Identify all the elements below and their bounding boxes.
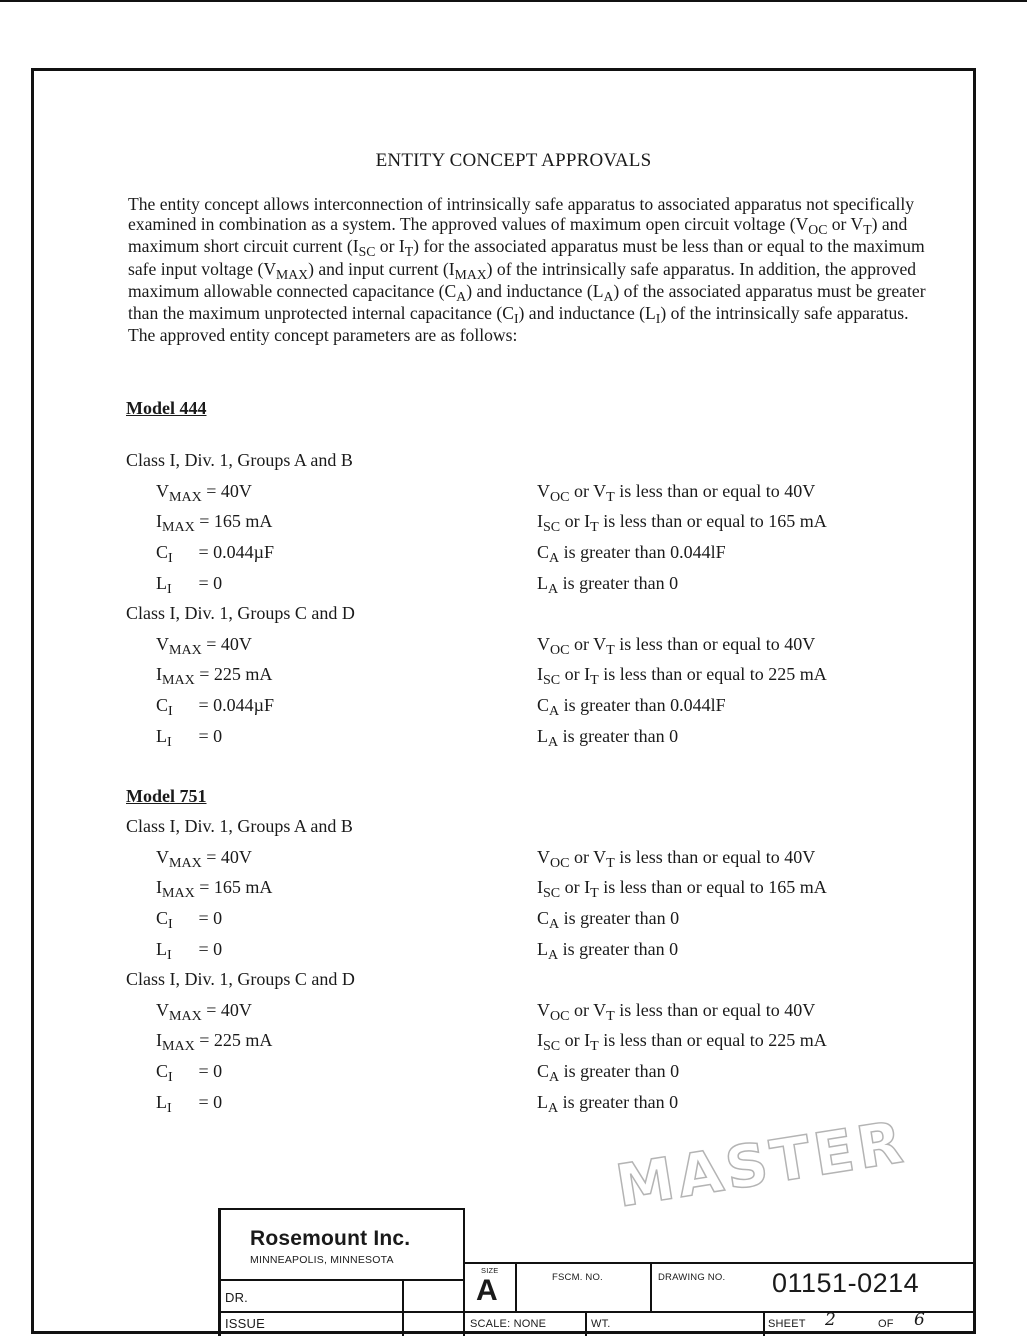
parameter-amount: = 40V [201,480,252,501]
parameter-value [156,480,252,505]
parameter-value [156,633,252,658]
company-city: MINNEAPOLIS, MINNESOTA [250,1254,394,1266]
parameter-value [156,511,273,536]
parameter-value [156,542,275,567]
parameter-value [156,725,223,750]
page-title: ENTITY CONCEPT APPROVALS [375,150,652,171]
parameter-amount: = 0.044µF [194,542,275,563]
drawing-number: 01151-0214 [772,1268,920,1298]
parameter-amount: = 165 mA [194,877,273,898]
drawing-no-label: DRAWING NO. [658,1272,726,1283]
parameter-requirement: $L_A$ is greater than 0 [537,572,679,597]
parameter-value [156,695,275,720]
parameter-value [156,877,273,902]
of-label: OF [878,1318,894,1330]
size-value: A [476,1274,498,1307]
parameter-symbol: $V_{MAX}$ [156,999,202,1024]
parameter-requirement: $V_{OC}$ or $V_T$ is less than or equal to 40V [537,846,816,871]
parameter-value [156,908,223,933]
sheet-total: 6 [914,1310,925,1330]
parameter-value [156,1091,223,1116]
parameter-amount: = 225 mA [194,664,273,685]
parameter-symbol: $L_I$ [156,725,172,750]
weight-label: WT. [591,1318,611,1330]
parameter-symbol: $C_I$ [156,542,173,567]
parameter-amount: = 40V [201,846,252,867]
parameter-value [156,664,273,689]
parameter-amount: = 0 [194,572,223,593]
parameter-requirement: $I_{SC}$ or $I_T$ is less than or equal to 225 mA [537,1030,827,1055]
class-division-heading: Class I, Div. 1, Groups C and D [126,603,355,623]
sheet-label: SHEET [768,1318,806,1330]
parameter-amount: = 0 [194,938,223,959]
parameter-symbol: $I_{MAX}$ [156,877,195,902]
company-name: Rosemount Inc. [250,1227,411,1250]
parameter-symbol: $V_{MAX}$ [156,846,202,871]
parameter-amount: = 40V [201,633,252,654]
fscm-label: FSCM. NO. [552,1272,603,1283]
parameter-symbol: $I_{MAX}$ [156,664,195,689]
class-division-heading: Class I, Div. 1, Groups A and B [126,450,353,470]
top-rule [0,0,1027,2]
model-title: Model 751 [126,786,207,806]
parameter-amount: = 0 [194,908,223,929]
scale-label: SCALE: NONE [470,1318,547,1330]
parameter-symbol: $I_{MAX}$ [156,1030,195,1055]
size-label: SIZE [481,1266,499,1275]
master-stamp: MASTER [611,1107,911,1221]
parameter-requirement: $L_A$ is greater than 0 [537,938,679,963]
sheet-number: 2 [825,1310,836,1330]
dr-label: DR. [225,1290,248,1305]
parameter-requirement: $I_{SC}$ or $I_T$ is less than or equal to 165 mA [537,511,827,536]
issue-label: ISSUE [225,1316,266,1331]
parameter-requirement: $I_{SC}$ or $I_T$ is less than or equal to 165 mA [537,877,827,902]
parameter-amount: = 225 mA [194,1030,273,1051]
parameter-value [156,1061,223,1086]
parameter-symbol: $C_I$ [156,908,173,933]
class-division-heading: Class I, Div. 1, Groups A and B [126,816,353,836]
parameter-requirement: $V_{OC}$ or $V_T$ is less than or equal to 40V [537,633,816,658]
parameter-symbol: $C_I$ [156,695,173,720]
parameter-amount: = 0.044µF [194,695,275,716]
intro-paragraph: The entity concept allows interconnection of intrinsically safe apparatus to associated apparatus not specifically examined in combination as a system. The approved values of maximum open circuit voltage ($V_{OC}$ or $V_T$) and maximum short circuit current ($I_{SC}$ or $I_T$) for the associated apparatus must be less than or equal to the maximum safe input voltage $(V_{MAX})$ and input current $(I_{MAX})$ of the intrinsically safe apparatus. In addition, the approved maximum allowable connected capacitance $(C_A)$ and inductance $(L_A)$ of the associated apparatus must be greater than the maximum unprotected internal capacitance $(C_I)$ and inductance $(L_I)$ of the intrinsically safe apparatus. The approved entity concept parameters are as follows: [128,194,926,346]
parameter-amount: = 40V [201,999,252,1020]
parameter-amount: = 0 [194,1091,223,1112]
parameter-requirement: $L_A$ is greater than 0 [537,725,679,750]
parameter-requirement: $C_A$ is greater than 0.044lF [537,695,726,720]
parameter-symbol: $C_I$ [156,1061,173,1086]
parameter-symbol: $V_{MAX}$ [156,480,202,505]
parameter-symbol: $L_I$ [156,938,172,963]
parameter-amount: = 0 [194,1061,223,1082]
parameter-value [156,846,252,871]
parameter-requirement: $C_A$ is greater than 0.044lF [537,542,726,567]
parameter-requirement: $V_{OC}$ or $V_T$ is less than or equal to 40V [537,480,816,505]
model-title: Model 444 [126,398,207,418]
parameter-requirement: $I_{SC}$ or $I_T$ is less than or equal to 225 mA [537,664,827,689]
parameter-requirement: $L_A$ is greater than 0 [537,1091,679,1116]
parameter-symbol: $L_I$ [156,1091,172,1116]
parameter-symbol: $I_{MAX}$ [156,511,195,536]
parameter-requirement: $V_{OC}$ or $V_T$ is less than or equal to 40V [537,999,816,1024]
parameter-amount: = 165 mA [194,511,273,532]
parameter-value [156,572,223,597]
parameter-value [156,938,223,963]
parameter-requirement: $C_A$ is greater than 0 [537,908,680,933]
parameter-value [156,999,252,1024]
parameter-requirement: $C_A$ is greater than 0 [537,1061,680,1086]
class-division-heading: Class I, Div. 1, Groups C and D [126,969,355,989]
parameter-symbol: $V_{MAX}$ [156,633,202,658]
parameter-amount: = 0 [194,725,223,746]
parameter-value [156,1030,273,1055]
parameter-symbol: $L_I$ [156,572,172,597]
